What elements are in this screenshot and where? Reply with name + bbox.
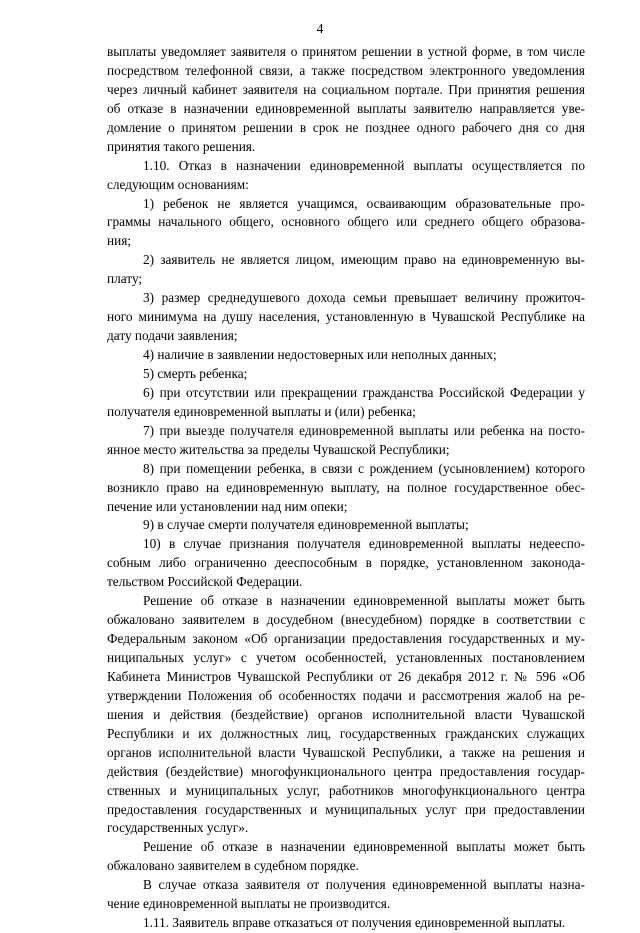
text-line: через личный кабинет заявителя на социальном портале. При принятия решения <box>107 81 585 97</box>
text-line: Федеральным законом «Об организации предоставления государственных и му- <box>107 631 585 647</box>
text-line: следующим основаниям: <box>107 176 249 192</box>
text-line: 1) ребенок не является учащимся, осваивающим образовательные про- <box>143 195 585 211</box>
text-line: органов исполнительной власти Чувашской Республики, а также на решения и <box>107 744 585 760</box>
text-line: шения и действия (бездействие) органов исполнительной власти Чувашской <box>107 706 585 722</box>
text-line: 8) при помещении ребенка, в связи с рождением (усыновлением) которого <box>143 460 585 476</box>
text-line: граммы начального общего, основного общего или среднего общего образова- <box>107 214 585 230</box>
text-line: печение или установлении над ним опеки; <box>107 498 348 514</box>
text-line: 2) заявитель не является лицом, имеющим право на единовременную вы- <box>143 252 585 268</box>
text-line: домление о принятом решении в срок не позднее одного рабочего дня со дня <box>107 119 585 135</box>
text-line: возникло право на единовременную выплату, на полное государственное обес- <box>107 479 585 495</box>
text-line: получателя единовременной выплаты и (или) ребенка; <box>107 403 416 419</box>
text-line: 10) в случае признания получателя единовременной выплаты недееспо- <box>143 536 585 552</box>
text-line: 7) при выезде получателя единовременной выплаты или ребенка на посто- <box>143 422 585 438</box>
text-line: утверждении Положения об особенностях подачи и рассмотрения жалоб на ре- <box>107 687 585 703</box>
text-line: об отказе в назначении единовременной выплаты заявителю направляется уве- <box>107 100 585 116</box>
text-line: Решение об отказе в назначении единовременной выплаты может быть <box>143 593 585 609</box>
document-body <box>107 43 585 933</box>
text-line: 1.10. Отказ в назначении единовременной выплаты осуществляется по <box>143 157 585 173</box>
text-line: ственных и муниципальных услуг, работников многофункционального центра <box>107 782 585 798</box>
text-line: 6) при отсутствии или прекращении гражданства Российской Федерации у <box>143 384 585 400</box>
text-line: собным либо ограниченно дееспособным в порядке, установленном законода- <box>107 555 585 571</box>
text-line: обжаловано заявителем в досудебном (внесудебном) порядке в соответствии с <box>107 612 585 628</box>
text-line: ного минимума на душу населения, установленную в Чувашской Республике на <box>107 309 585 325</box>
text-line: 4) наличие в заявлении недостоверных или неполных данных; <box>143 347 497 362</box>
text-line: тельством Российской Федерации. <box>107 574 303 590</box>
text-line: государственных услуг». <box>107 820 249 836</box>
text-line: чение единовременной выплаты не производится. <box>107 896 391 912</box>
text-line: Кабинета Министров Чувашской Республики от 26 декабря 2012 г. № 596 «Об <box>107 668 585 684</box>
text-line: 3) размер среднедушевого дохода семьи превышает величину прожиточ- <box>143 290 585 306</box>
text-line: 5) смерть ребенка; <box>143 365 248 381</box>
text-line: дату подачи заявления; <box>107 328 238 344</box>
text-line: янное место жительства за пределы Чувашской Республики; <box>107 441 450 457</box>
text-line: действия (бездействие) многофункционального центра предоставления государ- <box>107 763 585 779</box>
text-line: выплаты уведомляет заявителя о принятом решении в устной форме, в том числе <box>107 44 585 59</box>
text-line: Республики и их должностных лиц, государственных гражданских служащих <box>107 725 585 741</box>
text-line: принятия такого решения. <box>107 138 256 154</box>
text-line: плату; <box>107 271 143 287</box>
text-line: посредством телефонной связи, а также посредством электронного уведомления <box>107 62 585 78</box>
text-line: Решение об отказе в назначении единовременной выплаты может быть <box>143 839 585 855</box>
text-line: ниципальных услуг» с учетом особенностей, установленных постановлением <box>107 650 585 665</box>
text-line: ния; <box>107 233 132 249</box>
text-line: 9) в случае смерти получателя единовременной выплаты; <box>143 517 469 533</box>
text-line: В случае отказа заявителя от получения единовременной выплаты назна- <box>143 877 585 893</box>
page-number: 4 <box>316 21 324 36</box>
text-line: 1.11. Заявитель вправе отказаться от получения единовременной выплаты. <box>143 915 566 931</box>
text-line: обжаловано заявителем в судебном порядке. <box>107 858 359 874</box>
text-line: предоставления государственных и муниципальных услуг при предоставлении <box>107 801 585 817</box>
